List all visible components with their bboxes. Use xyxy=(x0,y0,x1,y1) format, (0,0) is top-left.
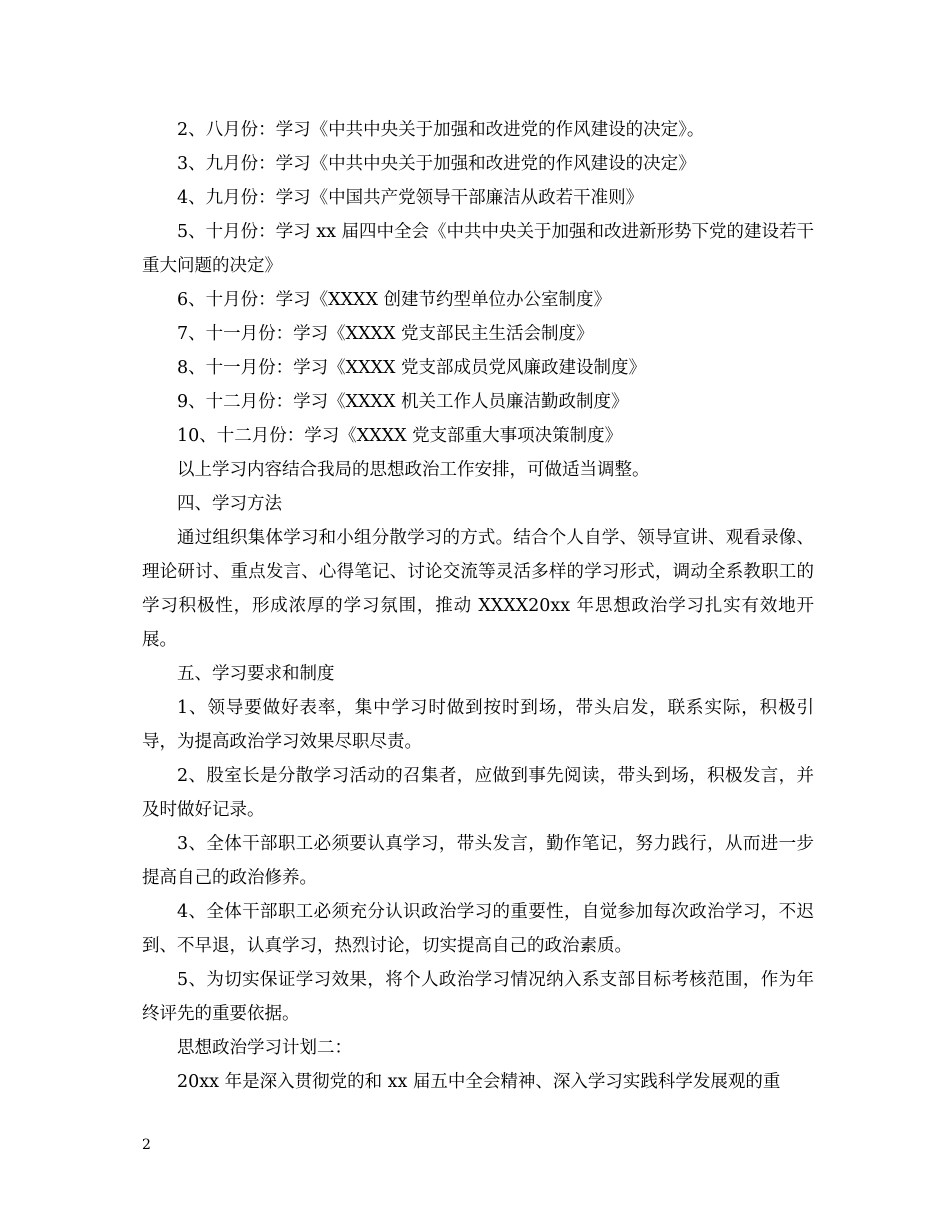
paragraph-study-october-1: 5、十月份：学习 xx 届四中全会《中共中央关于加强和改进新形势下党的建设若干重大问题的决定》 xyxy=(142,222,814,276)
section-heading-requirements: 五、学习要求和制度 xyxy=(177,664,335,684)
page-number: 2 xyxy=(142,1137,151,1153)
paragraph-study-december-1: 9、十二月份：学习《XXXX 机关工作人员廉洁勤政制度》 xyxy=(177,392,629,412)
paragraph-study-september-2: 4、九月份：学习《中国共产党领导干部廉洁从政若干准则》 xyxy=(177,188,644,208)
paragraph-study-october-2: 6、十月份：学习《XXXX 创建节约型单位办公室制度》 xyxy=(177,290,612,310)
paragraph-requirement-2: 2、股室长是分散学习活动的召集者，应做到事先阅读，带头到场，积极发言，并及时做好记录。 xyxy=(142,766,814,820)
paragraph-adjustment-note: 以上学习内容结合我局的思想政治工作安排，可做适当调整。 xyxy=(177,460,650,480)
paragraph-study-august: 2、八月份：学习《中共中央关于加强和改进党的作风建设的决定》。 xyxy=(177,120,705,140)
section-heading-plan-two: 思想政治学习计划二： xyxy=(177,1038,352,1058)
section-heading-methods: 四、学习方法 xyxy=(177,494,282,514)
paragraph-study-november-2: 8、十一月份：学习《XXXX 党支部成员党风廉政建设制度》 xyxy=(177,358,647,378)
paragraph-requirement-1: 1、领导要做好表率，集中学习时做到按时到场，带头启发，联系实际，积极引导，为提高政治学习效果尽职尽责。 xyxy=(142,698,814,752)
paragraph-requirement-5: 5、为切实保证学习效果，将个人政治学习情况纳入系支部目标考核范围，作为年终评先的重要依据。 xyxy=(142,970,814,1024)
paragraph-plan-two-intro: 20xx 年是深入贯彻党的和 xx 届五中全会精神、深入学习实践科学发展观的重 xyxy=(177,1072,781,1092)
paragraph-requirement-4: 4、全体干部职工必须充分认识政治学习的重要性，自觉参加每次政治学习，不迟到、不早退，认真学习，热烈讨论，切实提高自己的政治素质。 xyxy=(142,902,814,956)
paragraph-study-december-2: 10、十二月份：学习《XXXX 党支部重大事项决策制度》 xyxy=(177,426,623,446)
paragraph-study-september-1: 3、九月份：学习《中共中央关于加强和改进党的作风建设的决定》 xyxy=(177,154,696,174)
document-body xyxy=(142,113,814,1099)
paragraph-requirement-3: 3、全体干部职工必须要认真学习，带头发言，勤作笔记，努力践行，从而进一步提高自己的政治修养。 xyxy=(142,834,814,888)
paragraph-study-november-1: 7、十一月份：学习《XXXX 党支部民主生活会制度》 xyxy=(177,324,594,344)
paragraph-methods: 通过组织集体学习和小组分散学习的方式。结合个人自学、领导宣讲、观看录像、理论研讨、重点发言、心得笔记、讨论交流等灵活多样的学习形式，调动全系教职工的学习积极性，形成浓厚的学习氛围，推动 XXXX20xx 年思想政治学习扎实有效地开展。 xyxy=(142,528,814,650)
